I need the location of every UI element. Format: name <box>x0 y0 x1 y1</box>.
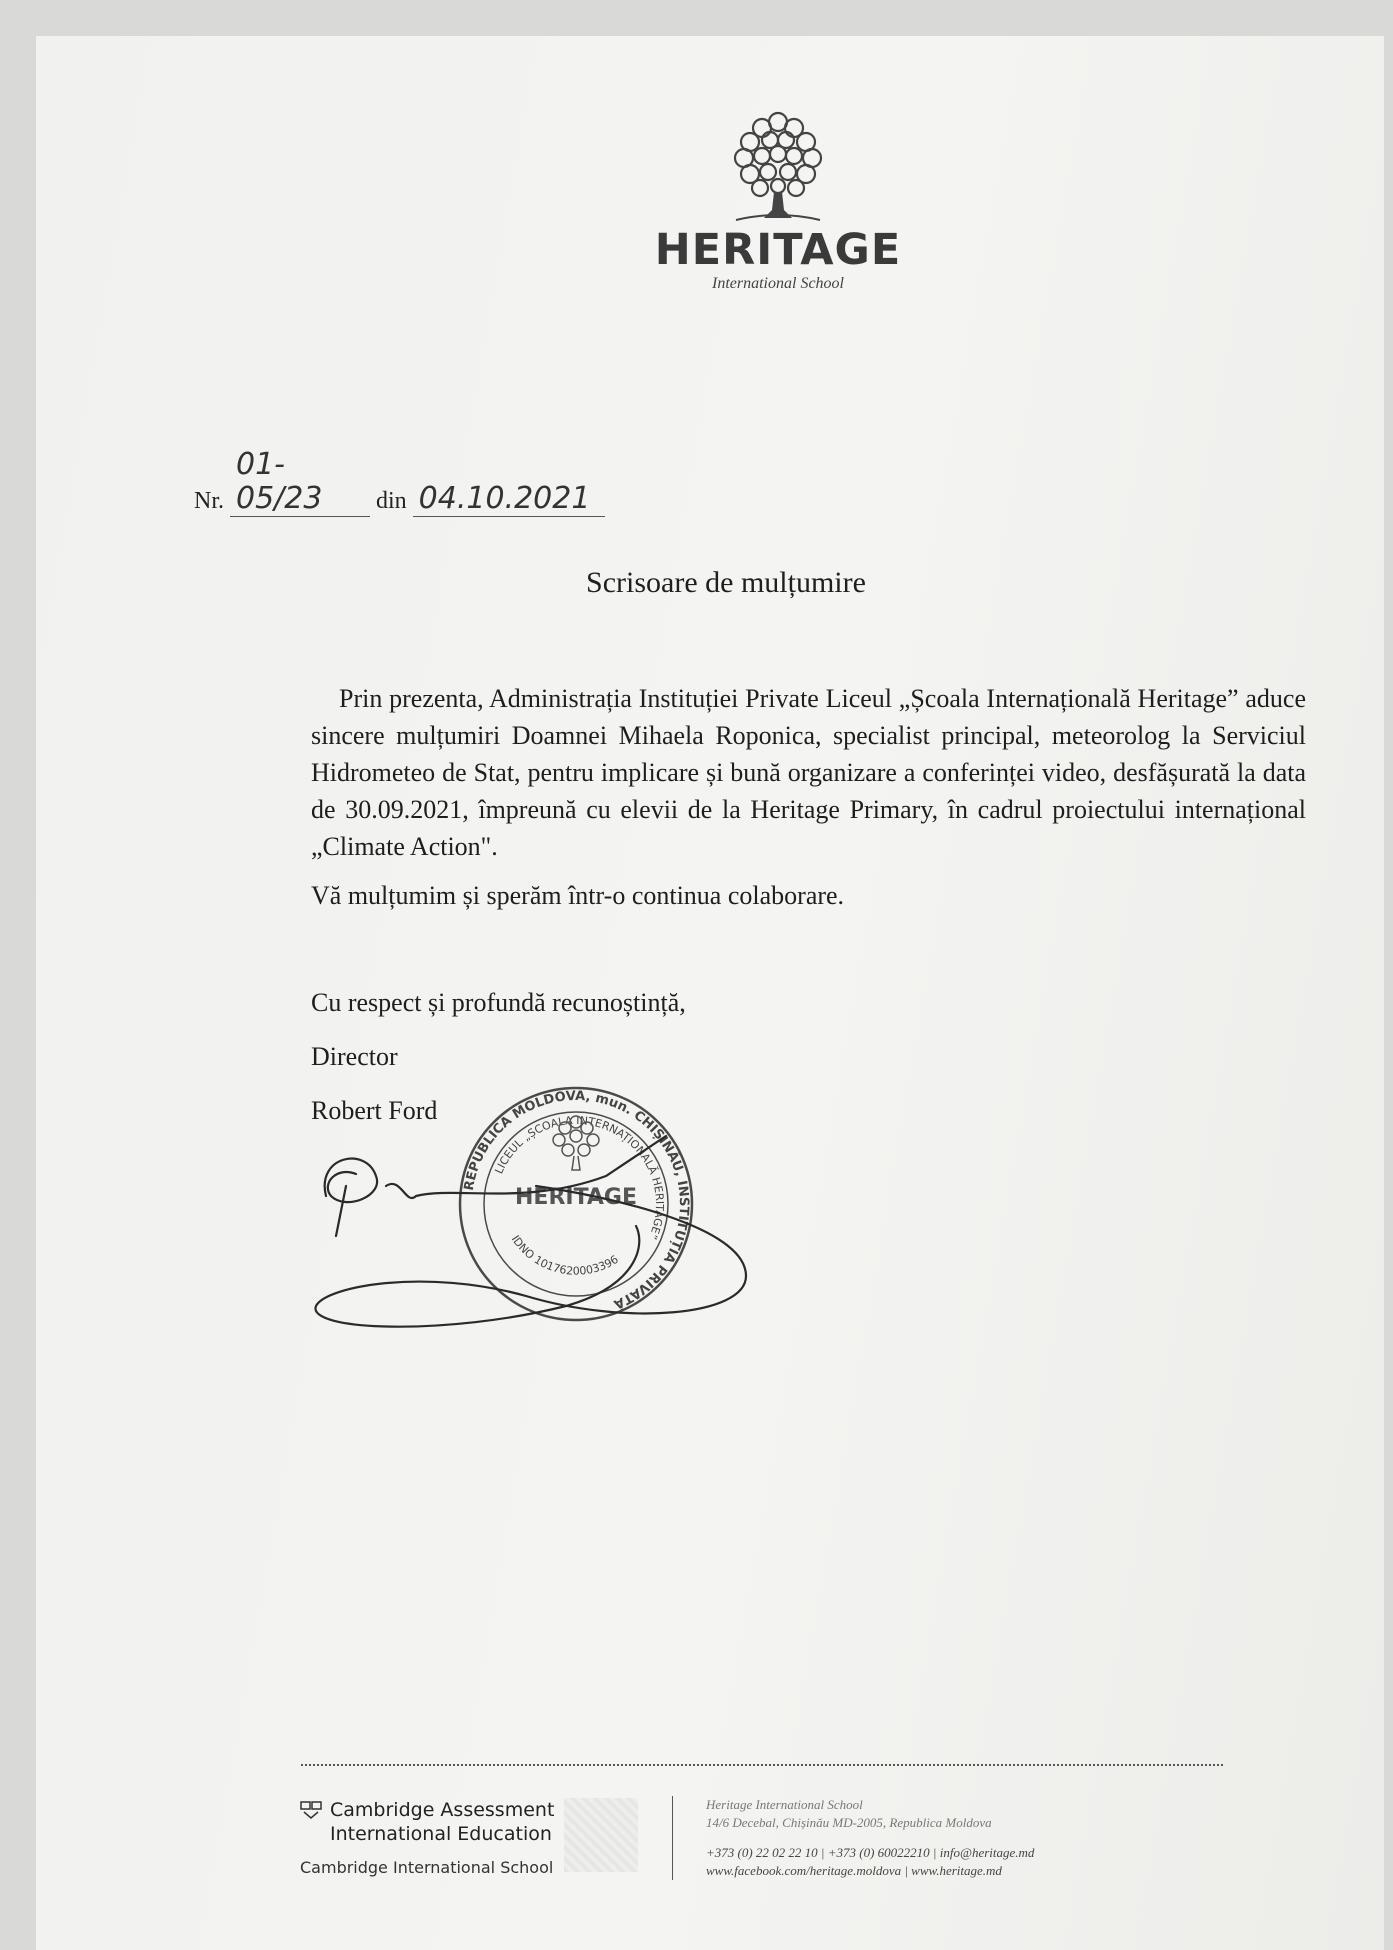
cambridge-line2: International Education <box>330 1823 552 1845</box>
school-logo <box>648 106 908 294</box>
thanks-line: Vă mulțumim și sperăm într-o continua colaborare. <box>311 881 845 910</box>
stamp-brand: HERITAGE <box>515 1185 637 1210</box>
cambridge-line1: Cambridge Assessment <box>330 1799 555 1821</box>
din-label: din <box>376 488 407 514</box>
closing-regards: Cu respect și profundă recunoștință, <box>311 988 686 1017</box>
footer-separator <box>672 1796 673 1880</box>
address-line1: Heritage International School <box>706 1797 863 1812</box>
stamp-and-signature <box>306 1046 776 1346</box>
letter-title: Scrisoare de mulțumire <box>586 566 866 599</box>
stamp-outer-text: REPUBLICA MOLDOVA, mun. CHIȘINĂU, INSTITUȚIA PRIVATĂ <box>461 1088 692 1312</box>
svg-text:IDNO 1017620003396 <box>509 1233 621 1278</box>
nr-label: Nr. <box>194 488 224 514</box>
footer-divider <box>301 1764 1223 1766</box>
cambridge-school: Cambridge International School <box>300 1858 554 1877</box>
official-stamp <box>460 1088 692 1320</box>
logo-name: HERITAGE <box>654 225 902 275</box>
body-paragraph: Prin prezenta, Administrația Instituției Private Liceul „Școala Internațională Heritage” aduce sincere mulțumiri Doamnei Mihaela Roponica, specialist principal, meteorolog la Serviciul Hidrometeo de Stat, pentru implicare și bună organizare a conferinței video, desfășurată la data de 30.09.2021, împreună cu elevii de la Heritage Primary, în cadrul proiectului internațional „Climate Action". <box>311 684 1306 861</box>
contact-line1: +373 (0) 22 02 22 10 | +373 (0) 60022210 | info@heritage.md <box>706 1845 1035 1860</box>
logo-subtitle: International School <box>712 275 844 292</box>
letter-body <box>311 680 1306 926</box>
nr-value: 01-05/23 <box>230 448 370 517</box>
cambridge-block <box>300 1798 600 1877</box>
letter-page <box>36 36 1384 1950</box>
din-value: 04.10.2021 <box>413 482 605 517</box>
cambridge-crest-icon <box>300 1800 322 1820</box>
contact-line2: www.facebook.com/heritage.moldova | www.heritage.md <box>706 1863 1002 1878</box>
tree-icon <box>728 106 828 224</box>
closing-name: Robert Ford <box>311 1096 438 1125</box>
contact-block <box>706 1796 1206 1880</box>
reference-line <box>194 448 605 517</box>
qr-code-image <box>564 1798 638 1872</box>
address-line2: 14/6 Decebal, Chișinău MD-2005, Republica Moldova <box>706 1815 992 1830</box>
stamp-inner-text: LICEUL „ȘCOALA INTERNAȚIONALĂ HERITAGE” <box>492 1113 667 1242</box>
closing-role: Director <box>311 1042 398 1071</box>
stamp-idno: IDNO 1017620003396 <box>508 1233 621 1278</box>
